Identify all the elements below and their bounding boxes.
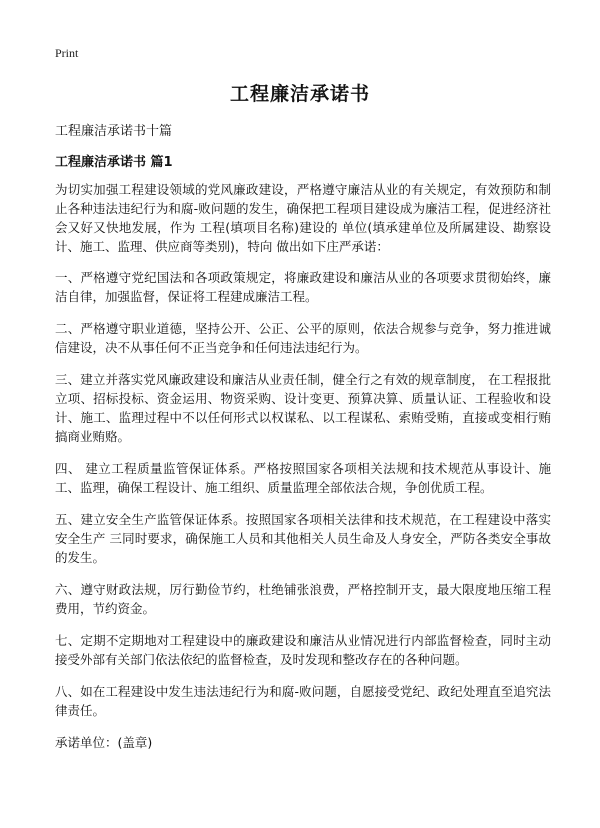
paragraph-intro: 为切实加强工程建设领域的党风廉政建设，严格遵守廉洁从业的有关规定，有效预防和制止各种违法违纪行为和腐-败问题的发生，确保把工程项目建设成为廉洁工程，促进经济社会又好又快地发展，作为 工程(填项目名称)建设的 单位(填承建单位及所属建设、勘察设计、施工、监理、供应商等类别)，特向 做出如下庄严承诺： bbox=[55, 182, 551, 254]
paragraph-item-1: 一、严格遵守党纪国法和各项政策规定，将廉政建设和廉洁从业的各项要求贯彻始终，廉洁自律，加强监督，保证将工程建成廉洁工程。 bbox=[55, 270, 551, 304]
paragraph-item-4: 四、 建立工程质量监管保证体系。严格按照国家各项相关法规和技术规范从事设计、施工、监理，确保工程设计、施工组织、质量监理全部依法合规，争创优质工程。 bbox=[55, 461, 551, 495]
section-heading: 工程廉洁承诺书 篇1 bbox=[55, 155, 173, 170]
paragraph-item-8: 八、如在工程建设中发生违法违纪行为和腐-败问题，自愿接受党纪、政纪处理直至追究法律责任。 bbox=[55, 684, 551, 718]
paragraph-item-7: 七、定期不定期地对工程建设中的廉政建设和廉洁从业情况进行内部监督检查，同时主动接受外部有关部门依法依纪的监督检查，及时发现和整改存在的各种问题。 bbox=[55, 633, 551, 667]
paragraph-item-3: 三、建立并落实党风廉政建设和廉洁从业责任制，健全行之有效的规章制度， 在工程报批立项、招标投标、资金运用、物资采购、设计变更、预算决算、质量认证、工程验收和设计、施工、监理过程中不以任何形式以权谋私、以工程谋私、索贿受贿，直接或变相行贿搞商业贿赂。 bbox=[55, 372, 551, 444]
signature-line: 承诺单位：(盖章) bbox=[55, 735, 153, 750]
document-body bbox=[55, 180, 551, 765]
document-title: 工程廉洁承诺书 bbox=[229, 83, 370, 105]
paragraph-item-5: 五、建立安全生产监管保证体系。按照国家各项相关法律和技术规范，在工程建设中落实安全生产 三同时要求，确保施工人员和其他相关人员生命及人身安全，严防各类安全事故的发生。 bbox=[55, 512, 551, 565]
document-subtitle: 工程廉洁承诺书十篇 bbox=[55, 124, 173, 139]
print-link[interactable]: Print bbox=[55, 46, 79, 60]
paragraph-item-2: 二、严格遵守职业道德，坚持公开、公正、公平的原则，依法合规参与竞争，努力推进诚信建设，决不从事任何不正当竞争和任何违法违纪行为。 bbox=[55, 321, 551, 355]
paragraph-item-6: 六、遵守财政法规，厉行勤俭节约，杜绝铺张浪费，严格控制开支，最大限度地压缩工程费用，节约资金。 bbox=[55, 582, 551, 616]
